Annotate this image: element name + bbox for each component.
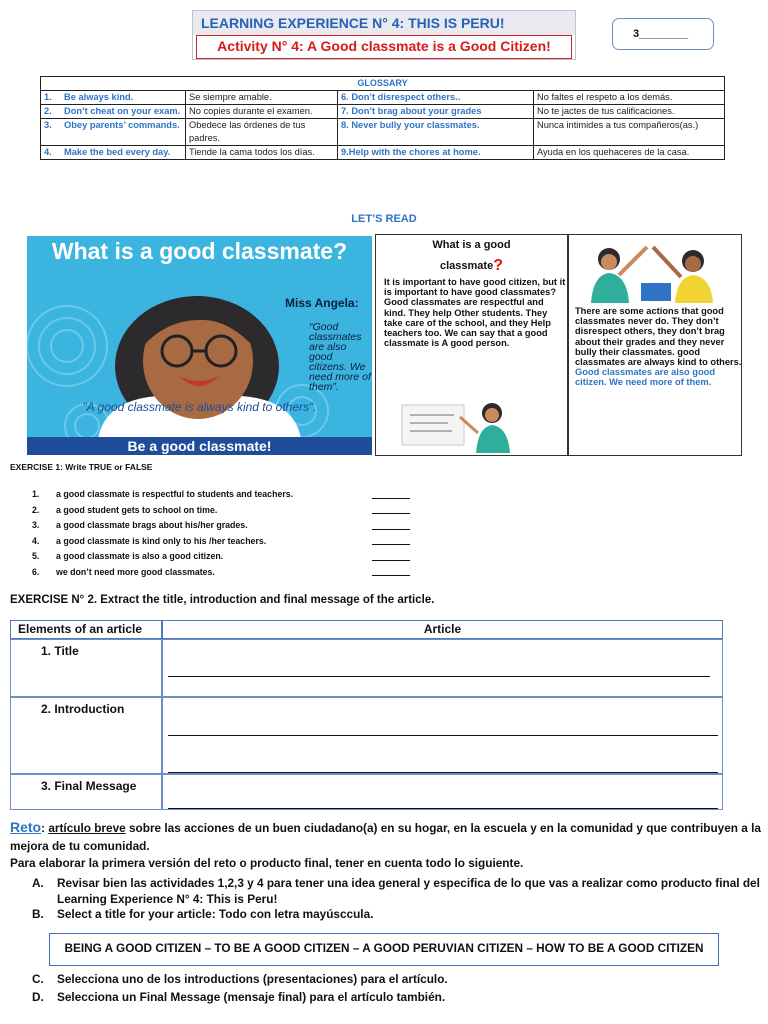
glossary-es: Obedece las órdenes de tus padres. (186, 119, 338, 146)
glossary-row (41, 119, 725, 146)
glossary-num: 1. (44, 92, 52, 102)
row-title-label: 1. Title (10, 639, 162, 697)
instruction-c (32, 970, 762, 988)
reading-text-2-black: There are some actions that good classmates never do. They don’t disrespect others, they don’t brag about their grades and they never bully their classmates. good classmates are always kind to others. (575, 306, 742, 368)
poster-miss-angela: Miss Angela: (285, 296, 359, 310)
reading-text-2 (575, 306, 743, 388)
item-text: a good classmate is also a good citizen. (56, 551, 224, 561)
reto-rest: sobre las acciones de un buen ciudadano(a) en su hogar, en la escuela y en la comunidad y que contribuyen a la mejora de tu comunidad. (10, 821, 761, 853)
glossary-es: Se siempre amable. (186, 91, 338, 105)
answer-blank-3[interactable] (372, 514, 410, 530)
answer-blank-1[interactable] (372, 483, 410, 499)
item-number: 3. (32, 520, 40, 530)
glossary-num: 3. (44, 120, 52, 130)
item-text: a good classmate is kind only to his /her teachers. (56, 535, 267, 546)
instruction-a (32, 876, 762, 907)
instructions-list-2 (32, 970, 762, 1006)
answer-blank-4[interactable] (372, 530, 410, 546)
answer-blank-6[interactable] (372, 561, 410, 577)
instruction-d (32, 988, 762, 1006)
col-header-article: Article (162, 620, 723, 639)
final-message-answer-cell[interactable] (162, 774, 723, 810)
glossary-row (41, 146, 725, 160)
title-options-box: BEING A GOOD CITIZEN – TO BE A GOOD CITIZEN – A GOOD PERUVIAN CITIZEN – HOW TO BE A GOOD CITIZEN (49, 933, 719, 966)
glossary-en: 9.Help with the chores at home. (338, 146, 534, 160)
glossary-table (40, 76, 725, 160)
highfive-illustration (575, 239, 735, 303)
score-box[interactable]: 3________ (612, 18, 714, 50)
instructions-list (32, 876, 762, 923)
poster-image (27, 236, 372, 455)
reading-text-2-blue: Good classmates are also good citizen. We need more of them. (575, 367, 716, 388)
question-mark-icon: ? (493, 257, 503, 274)
activity-title: Activity N° 4: A Good classmate is a Good Citizen! (196, 35, 572, 59)
poster-title: What is a good classmate? (51, 238, 348, 264)
glossary-en: 7. Don’t brag about your grades (338, 105, 534, 119)
answer-blanks (372, 490, 412, 583)
instruction-text: Selecciona un Final Message (mensaje final) para el artículo también. (57, 990, 446, 1004)
glossary-es: No te jactes de tus calificaciones. (534, 105, 725, 119)
glossary-num: 2. (44, 106, 52, 116)
instruction-b (32, 907, 762, 923)
row-introduction-label: 2. Introduction (10, 697, 162, 774)
article-table (10, 620, 723, 810)
reto-word: Reto (10, 819, 42, 835)
poster-banner: Be a good classmate! (27, 437, 372, 455)
item-text: we don’t need more good classmates. (56, 566, 215, 577)
title-answer-cell[interactable] (162, 639, 723, 697)
glossary-en: Don’t cheat on your exam. (64, 106, 181, 116)
glossary-es: No faltes el respeto a los demás. (534, 91, 725, 105)
glossary-en: Be always kind. (64, 92, 134, 102)
item-number: 1. (32, 489, 40, 499)
instruction-letter: D. (32, 990, 44, 1004)
reading-heading-2 (376, 257, 567, 275)
row-final-message-label: 3. Final Message (10, 774, 162, 810)
lets-read-heading: LET’S READ (351, 213, 417, 225)
learning-experience-title: LEARNING EXPERIENCE N° 4: THIS IS PERU! (193, 11, 575, 35)
glossary-en: Make the bed every day. (64, 147, 171, 157)
reto-underlined: artículo breve (48, 821, 126, 835)
exercise-2-title: EXERCISE N° 2. Extract the title, introduction and final message of the article. (10, 594, 435, 606)
glossary-en: 6. Don’t disrespect others.. (338, 91, 534, 105)
item-number: 4. (32, 535, 40, 546)
col-header-elements: Elements of an article (10, 620, 162, 639)
glossary-es: Ayuda en los quehaceres de la casa. (534, 146, 725, 160)
item-text: a good student gets to school on time. (56, 504, 218, 515)
reading-heading: What is a good (432, 239, 511, 251)
poster-kind-quote: "A good classmate is always kind to others". (82, 400, 317, 414)
glossary-num: 4. (44, 147, 52, 157)
instructions-intro: Para elaborar la primera versión del reto o producto final, tener en cuenta todo lo siguiente. (10, 856, 524, 870)
instruction-text: Selecciona uno de los introductions (presentaciones) para el artículo. (57, 972, 448, 986)
glossary-row (41, 105, 725, 119)
glossary-title: GLOSSARY (41, 77, 725, 91)
item-text: a good classmate is respectful to students and teachers. (56, 489, 294, 499)
header-box (192, 10, 576, 60)
introduction-answer-cell[interactable] (162, 697, 723, 774)
reto-paragraph (10, 818, 765, 855)
item-text: a good classmate brags about his/her grades. (56, 520, 248, 530)
instruction-letter: C. (32, 972, 44, 986)
item-number: 6. (32, 566, 40, 577)
item-number: 2. (32, 504, 40, 515)
instruction-text: Revisar bien las actividades 1,2,3 y 4 para tener una idea general y especifica de lo que vas a realizar como producto final del Learning Experience N° 4: This is Peru! (57, 876, 760, 906)
instruction-letter: B. (32, 907, 44, 921)
item-number: 5. (32, 551, 40, 561)
answer-blank-2[interactable] (372, 499, 410, 515)
glossary-row (41, 91, 725, 105)
reading-text: It is important to have good citizen, but it is important to have good classmates? Good classmates are respectful and kind. They help Other students. They take care of the school, and they Help teachers too. We can say that a good classmate is A good person. (384, 277, 566, 349)
reading-box-2 (568, 234, 742, 456)
glossary-en: Obey parents’ commands. (64, 120, 180, 130)
reading-box (375, 234, 568, 456)
teacher-illustration (398, 397, 518, 453)
glossary-es: No copies durante el examen. (186, 105, 338, 119)
poster-quote: “Good classmates are also good citizens. We need more of them”. (309, 321, 371, 393)
glossary-es: Tiende la cama todos los días. (186, 146, 338, 160)
glossary-es: Nunca intimides a tus compañeros(as.) (534, 119, 725, 146)
answer-blank-5[interactable] (372, 545, 410, 561)
glossary-en: 8. Never bully your classmates. (338, 119, 534, 146)
instruction-letter: A. (32, 876, 44, 890)
exercise-1-title: EXERCISE 1: Write TRUE or FALSE (10, 462, 153, 472)
reading-heading-word: classmate (440, 259, 494, 272)
reto-colon: : (41, 821, 49, 835)
instruction-text: Select a title for your article: Todo con letra mayúsccula. (57, 907, 374, 921)
